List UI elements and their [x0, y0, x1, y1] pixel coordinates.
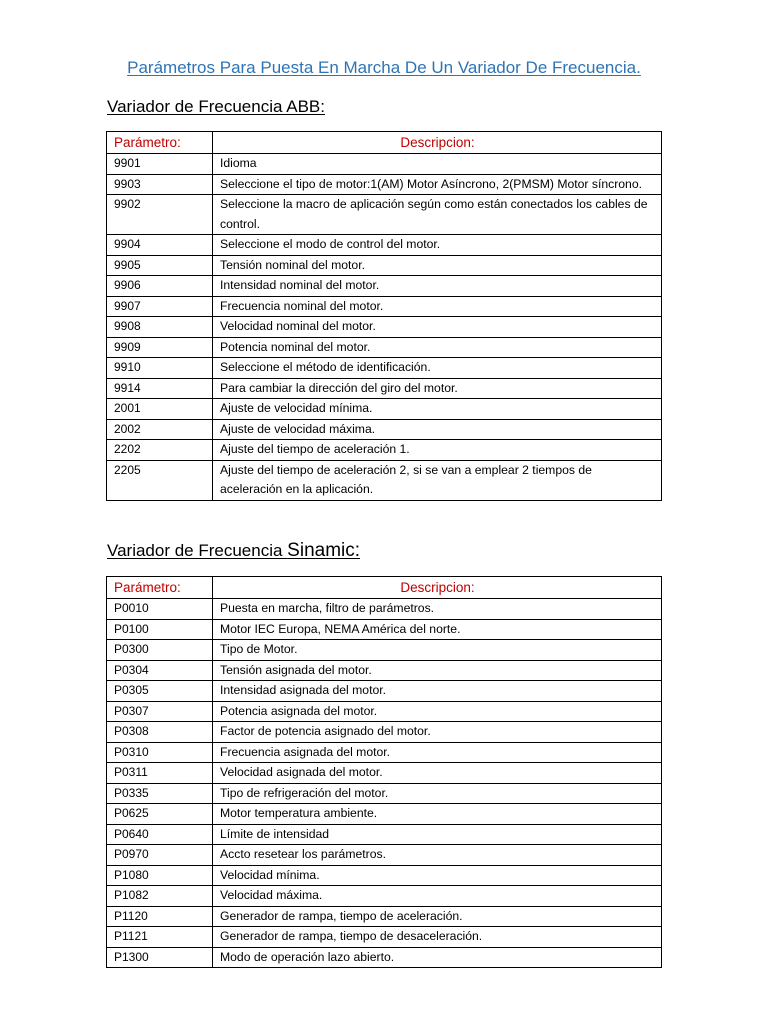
- parameter-code: 9910: [107, 358, 213, 379]
- table-row: [107, 317, 662, 338]
- table-row: [107, 419, 662, 440]
- table-row: [107, 154, 662, 175]
- parameter-description: Velocidad máxima.: [213, 886, 662, 907]
- parameter-description: Ajuste del tiempo de aceleración 2, si se van a emplear 2 tiempos de aceleración en la aplicación.: [213, 460, 662, 500]
- table-row: [107, 276, 662, 297]
- column-header-parameter: Parámetro:: [107, 577, 213, 599]
- table-row: [107, 399, 662, 420]
- sinamic-parameters-table: [106, 576, 662, 968]
- sinamic-heading-brand: Sinamic:: [287, 540, 361, 561]
- parameter-description: Generador de rampa, tiempo de aceleración.: [213, 906, 662, 927]
- parameter-code: P0310: [107, 742, 213, 763]
- abb-table-body: [107, 154, 662, 501]
- parameter-description: Factor de potencia asignado del motor.: [213, 722, 662, 743]
- parameter-code: P0010: [107, 599, 213, 620]
- parameter-description: Accto resetear los parámetros.: [213, 845, 662, 866]
- column-header-description: Descripcion:: [213, 577, 662, 599]
- table-row: [107, 460, 662, 500]
- table-row: [107, 701, 662, 722]
- table-row: [107, 742, 662, 763]
- table-row: [107, 599, 662, 620]
- parameter-code: 2202: [107, 440, 213, 461]
- parameter-code: P1120: [107, 906, 213, 927]
- parameter-code: 9903: [107, 174, 213, 195]
- parameter-description: Ajuste de velocidad máxima.: [213, 419, 662, 440]
- column-header-parameter: Parámetro:: [107, 132, 213, 154]
- parameter-description: Ajuste del tiempo de aceleración 1.: [213, 440, 662, 461]
- parameter-code: 9908: [107, 317, 213, 338]
- parameter-description: Velocidad asignada del motor.: [213, 763, 662, 784]
- parameter-description: Seleccione el tipo de motor:1(AM) Motor Asíncrono, 2(PMSM) Motor síncrono.: [213, 174, 662, 195]
- parameter-description: Motor temperatura ambiente.: [213, 804, 662, 825]
- table-row: [107, 906, 662, 927]
- parameter-code: P0305: [107, 681, 213, 702]
- table-row: [107, 763, 662, 784]
- parameter-description: Modo de operación lazo abierto.: [213, 947, 662, 968]
- parameter-code: 9904: [107, 235, 213, 256]
- parameter-code: P0625: [107, 804, 213, 825]
- abb-parameters-table: [106, 131, 662, 501]
- parameter-code: 9914: [107, 378, 213, 399]
- table-row: [107, 865, 662, 886]
- parameter-description: Límite de intensidad: [213, 824, 662, 845]
- table-row: [107, 235, 662, 256]
- parameter-description: Seleccione el modo de control del motor.: [213, 235, 662, 256]
- parameter-code: P0300: [107, 640, 213, 661]
- parameter-description: Seleccione la macro de aplicación según como están conectados los cables de control.: [213, 195, 662, 235]
- parameter-code: P0335: [107, 783, 213, 804]
- table-header-row: [107, 577, 662, 599]
- parameter-description: Tipo de refrigeración del motor.: [213, 783, 662, 804]
- parameter-description: Generador de rampa, tiempo de desaceleración.: [213, 927, 662, 948]
- parameter-code: P0970: [107, 845, 213, 866]
- parameter-description: Intensidad nominal del motor.: [213, 276, 662, 297]
- sinamic-table-body: [107, 599, 662, 968]
- table-row: [107, 195, 662, 235]
- parameter-code: P0304: [107, 660, 213, 681]
- table-row: [107, 619, 662, 640]
- parameter-code: 9901: [107, 154, 213, 175]
- table-row: [107, 722, 662, 743]
- parameter-code: P1121: [107, 927, 213, 948]
- parameter-code: P1082: [107, 886, 213, 907]
- parameter-code: 9907: [107, 296, 213, 317]
- table-row: [107, 947, 662, 968]
- table-row: [107, 783, 662, 804]
- table-row: [107, 804, 662, 825]
- table-row: [107, 378, 662, 399]
- parameter-code: 9905: [107, 255, 213, 276]
- parameter-code: P0100: [107, 619, 213, 640]
- parameter-description: Tensión nominal del motor.: [213, 255, 662, 276]
- table-header-row: [107, 132, 662, 154]
- table-row: [107, 886, 662, 907]
- table-row: [107, 681, 662, 702]
- parameter-code: P0640: [107, 824, 213, 845]
- parameter-description: Frecuencia nominal del motor.: [213, 296, 662, 317]
- parameter-code: P1080: [107, 865, 213, 886]
- table-row: [107, 296, 662, 317]
- parameter-description: Idioma: [213, 154, 662, 175]
- parameter-description: Ajuste de velocidad mínima.: [213, 399, 662, 420]
- parameter-code: 2205: [107, 460, 213, 500]
- abb-section-heading: Variador de Frecuencia ABB:: [107, 97, 325, 116]
- table-row: [107, 927, 662, 948]
- parameter-code: P0308: [107, 722, 213, 743]
- table-row: [107, 255, 662, 276]
- column-header-description: Descripcion:: [213, 132, 662, 154]
- table-row: [107, 824, 662, 845]
- parameter-description: Velocidad mínima.: [213, 865, 662, 886]
- parameter-code: P1300: [107, 947, 213, 968]
- parameter-description: Para cambiar la dirección del giro del motor.: [213, 378, 662, 399]
- parameter-code: 2001: [107, 399, 213, 420]
- parameter-description: Potencia nominal del motor.: [213, 337, 662, 358]
- parameter-description: Frecuencia asignada del motor.: [213, 742, 662, 763]
- parameter-code: P0307: [107, 701, 213, 722]
- sinamic-heading-prefix: Variador de Frecuencia: [107, 541, 288, 560]
- parameter-description: Tipo de Motor.: [213, 640, 662, 661]
- parameter-code: 2002: [107, 419, 213, 440]
- parameter-description: Puesta en marcha, filtro de parámetros.: [213, 599, 662, 620]
- document-title: Parámetros Para Puesta En Marcha De Un Variador De Frecuencia.: [127, 58, 641, 77]
- parameter-description: Potencia asignada del motor.: [213, 701, 662, 722]
- parameter-code: P0311: [107, 763, 213, 784]
- parameter-description: Velocidad nominal del motor.: [213, 317, 662, 338]
- parameter-description: Intensidad asignada del motor.: [213, 681, 662, 702]
- table-row: [107, 174, 662, 195]
- parameter-description: Motor IEC Europa, NEMA América del norte.: [213, 619, 662, 640]
- table-row: [107, 337, 662, 358]
- table-row: [107, 640, 662, 661]
- parameter-code: 9909: [107, 337, 213, 358]
- parameter-description: Seleccione el método de identificación.: [213, 358, 662, 379]
- table-row: [107, 845, 662, 866]
- parameter-description: Tensión asignada del motor.: [213, 660, 662, 681]
- table-row: [107, 440, 662, 461]
- sinamic-section-heading: [107, 540, 360, 562]
- table-row: [107, 660, 662, 681]
- parameter-code: 9902: [107, 195, 213, 235]
- table-row: [107, 358, 662, 379]
- parameter-code: 9906: [107, 276, 213, 297]
